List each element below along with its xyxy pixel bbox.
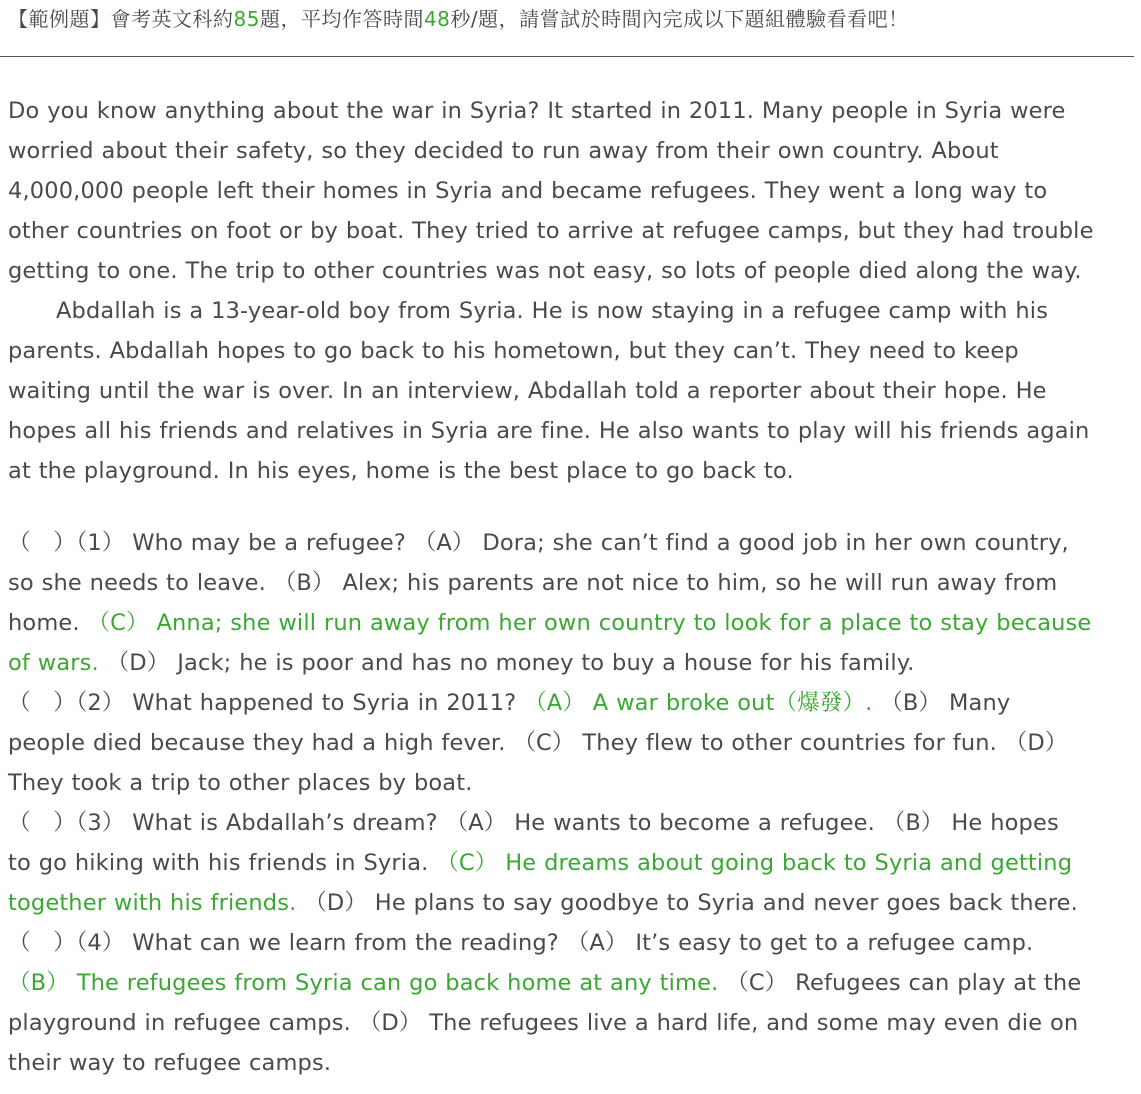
question-2-line-2: people died because they had a high fever. （C） They flew to other countries for fun. （D） — [8, 730, 1068, 756]
question-3-answer: （C） He dreams about going back to Syria and getting — [436, 850, 1073, 876]
question-2-text: （B） Many — [872, 690, 1011, 716]
header-prefix: 【範例題】會考英文科約 — [8, 7, 234, 31]
question-4-line-4: their way to refugee camps. — [8, 1050, 332, 1076]
question-4-line-2 — [8, 963, 1134, 1003]
question-1-line-1: （ ）（1） Who may be a refugee? （A） Dora; she can’t find a good job in her own country, — [8, 530, 1069, 556]
question-4-answer: （B） The refugees from Syria can go back home at any time. — [8, 970, 719, 996]
question-3-line-3 — [8, 883, 1134, 923]
passage-line: worried about their safety, so they decided to run away from their own country. About — [8, 138, 999, 164]
question-1-line-4 — [8, 643, 1134, 683]
question-1-text: home. — [8, 610, 88, 636]
passage-line: 4,000,000 people left their homes in Syria and became refugees. They went a long way to — [8, 178, 1048, 204]
question-1-answer: （C） Anna; she will run away from her own country to look for a place to stay because — [87, 610, 1092, 636]
header-suffix: 秒/題，請嘗試於時間內完成以下題組體驗看看吧！ — [450, 7, 909, 31]
seconds-per-question: 48 — [423, 7, 451, 31]
passage-line: hopes all his friends and relatives in Syria are fine. He also wants to play will his friends again — [8, 418, 1090, 444]
question-list — [8, 523, 1134, 1083]
question-1-answer: of wars. — [8, 650, 99, 676]
question-4-text: （C） Refugees can play at the — [718, 970, 1082, 996]
question-count: 85 — [233, 7, 260, 31]
passage-line: at the playground. In his eyes, home is the best place to go back to. — [8, 458, 794, 484]
question-2-line-3: They took a trip to other places by boat. — [8, 770, 473, 796]
question-1-line-2: so she needs to leave. （B） Alex; his parents are not nice to him, so he will run away from — [8, 570, 1058, 596]
question-2-line-1 — [8, 683, 1134, 723]
header-middle: 題，平均作答時間 — [259, 7, 424, 31]
question-3-line-2 — [8, 843, 1134, 883]
question-3-answer: together with his friends. — [8, 890, 297, 916]
question-1-text: （D） Jack; he is poor and has no money to buy a house for his family. — [98, 650, 915, 676]
reading-passage — [8, 91, 1134, 491]
question-2-answer: （A） A war broke out（爆發）. — [524, 690, 873, 716]
passage-line: other countries on foot or by boat. They tried to arrive at refugee camps, but they had trouble — [8, 218, 1094, 244]
question-3-text: （D） He plans to say goodbye to Syria and never goes back there. — [296, 890, 1078, 916]
exam-header — [8, 4, 1133, 34]
passage-line: waiting until the war is over. In an interview, Abdallah told a reporter about their hope. He — [8, 378, 1047, 404]
question-4-line-3: playground in refugee camps. （D） The refugees live a hard life, and some may even die on — [8, 1010, 1079, 1036]
passage-line: getting to one. The trip to other countries was not easy, so lots of people died along the way. — [8, 258, 1082, 284]
passage-line: Do you know anything about the war in Syria? It started in 2011. Many people in Syria were — [8, 98, 1066, 124]
question-3-line-1: （ ）（3） What is Abdallah’s dream? （A） He wants to become a refugee. （B） He hopes — [8, 810, 1059, 836]
question-3-text: to go hiking with his friends in Syria. — [8, 850, 437, 876]
header-divider — [0, 56, 1134, 57]
question-4-line-1: （ ）（4） What can we learn from the reading? （A） It’s easy to get to a refugee camp. — [8, 930, 1034, 956]
passage-line — [8, 291, 1134, 331]
question-1-line-3 — [8, 603, 1134, 643]
passage-line-text: Abdallah is a 13-year-old boy from Syria. He is now staying in a refugee camp with his — [56, 298, 1049, 324]
question-2-text: （ ）（2） What happened to Syria in 2011? — [8, 690, 525, 716]
passage-line: parents. Abdallah hopes to go back to his hometown, but they can’t. They need to keep — [8, 338, 1019, 364]
